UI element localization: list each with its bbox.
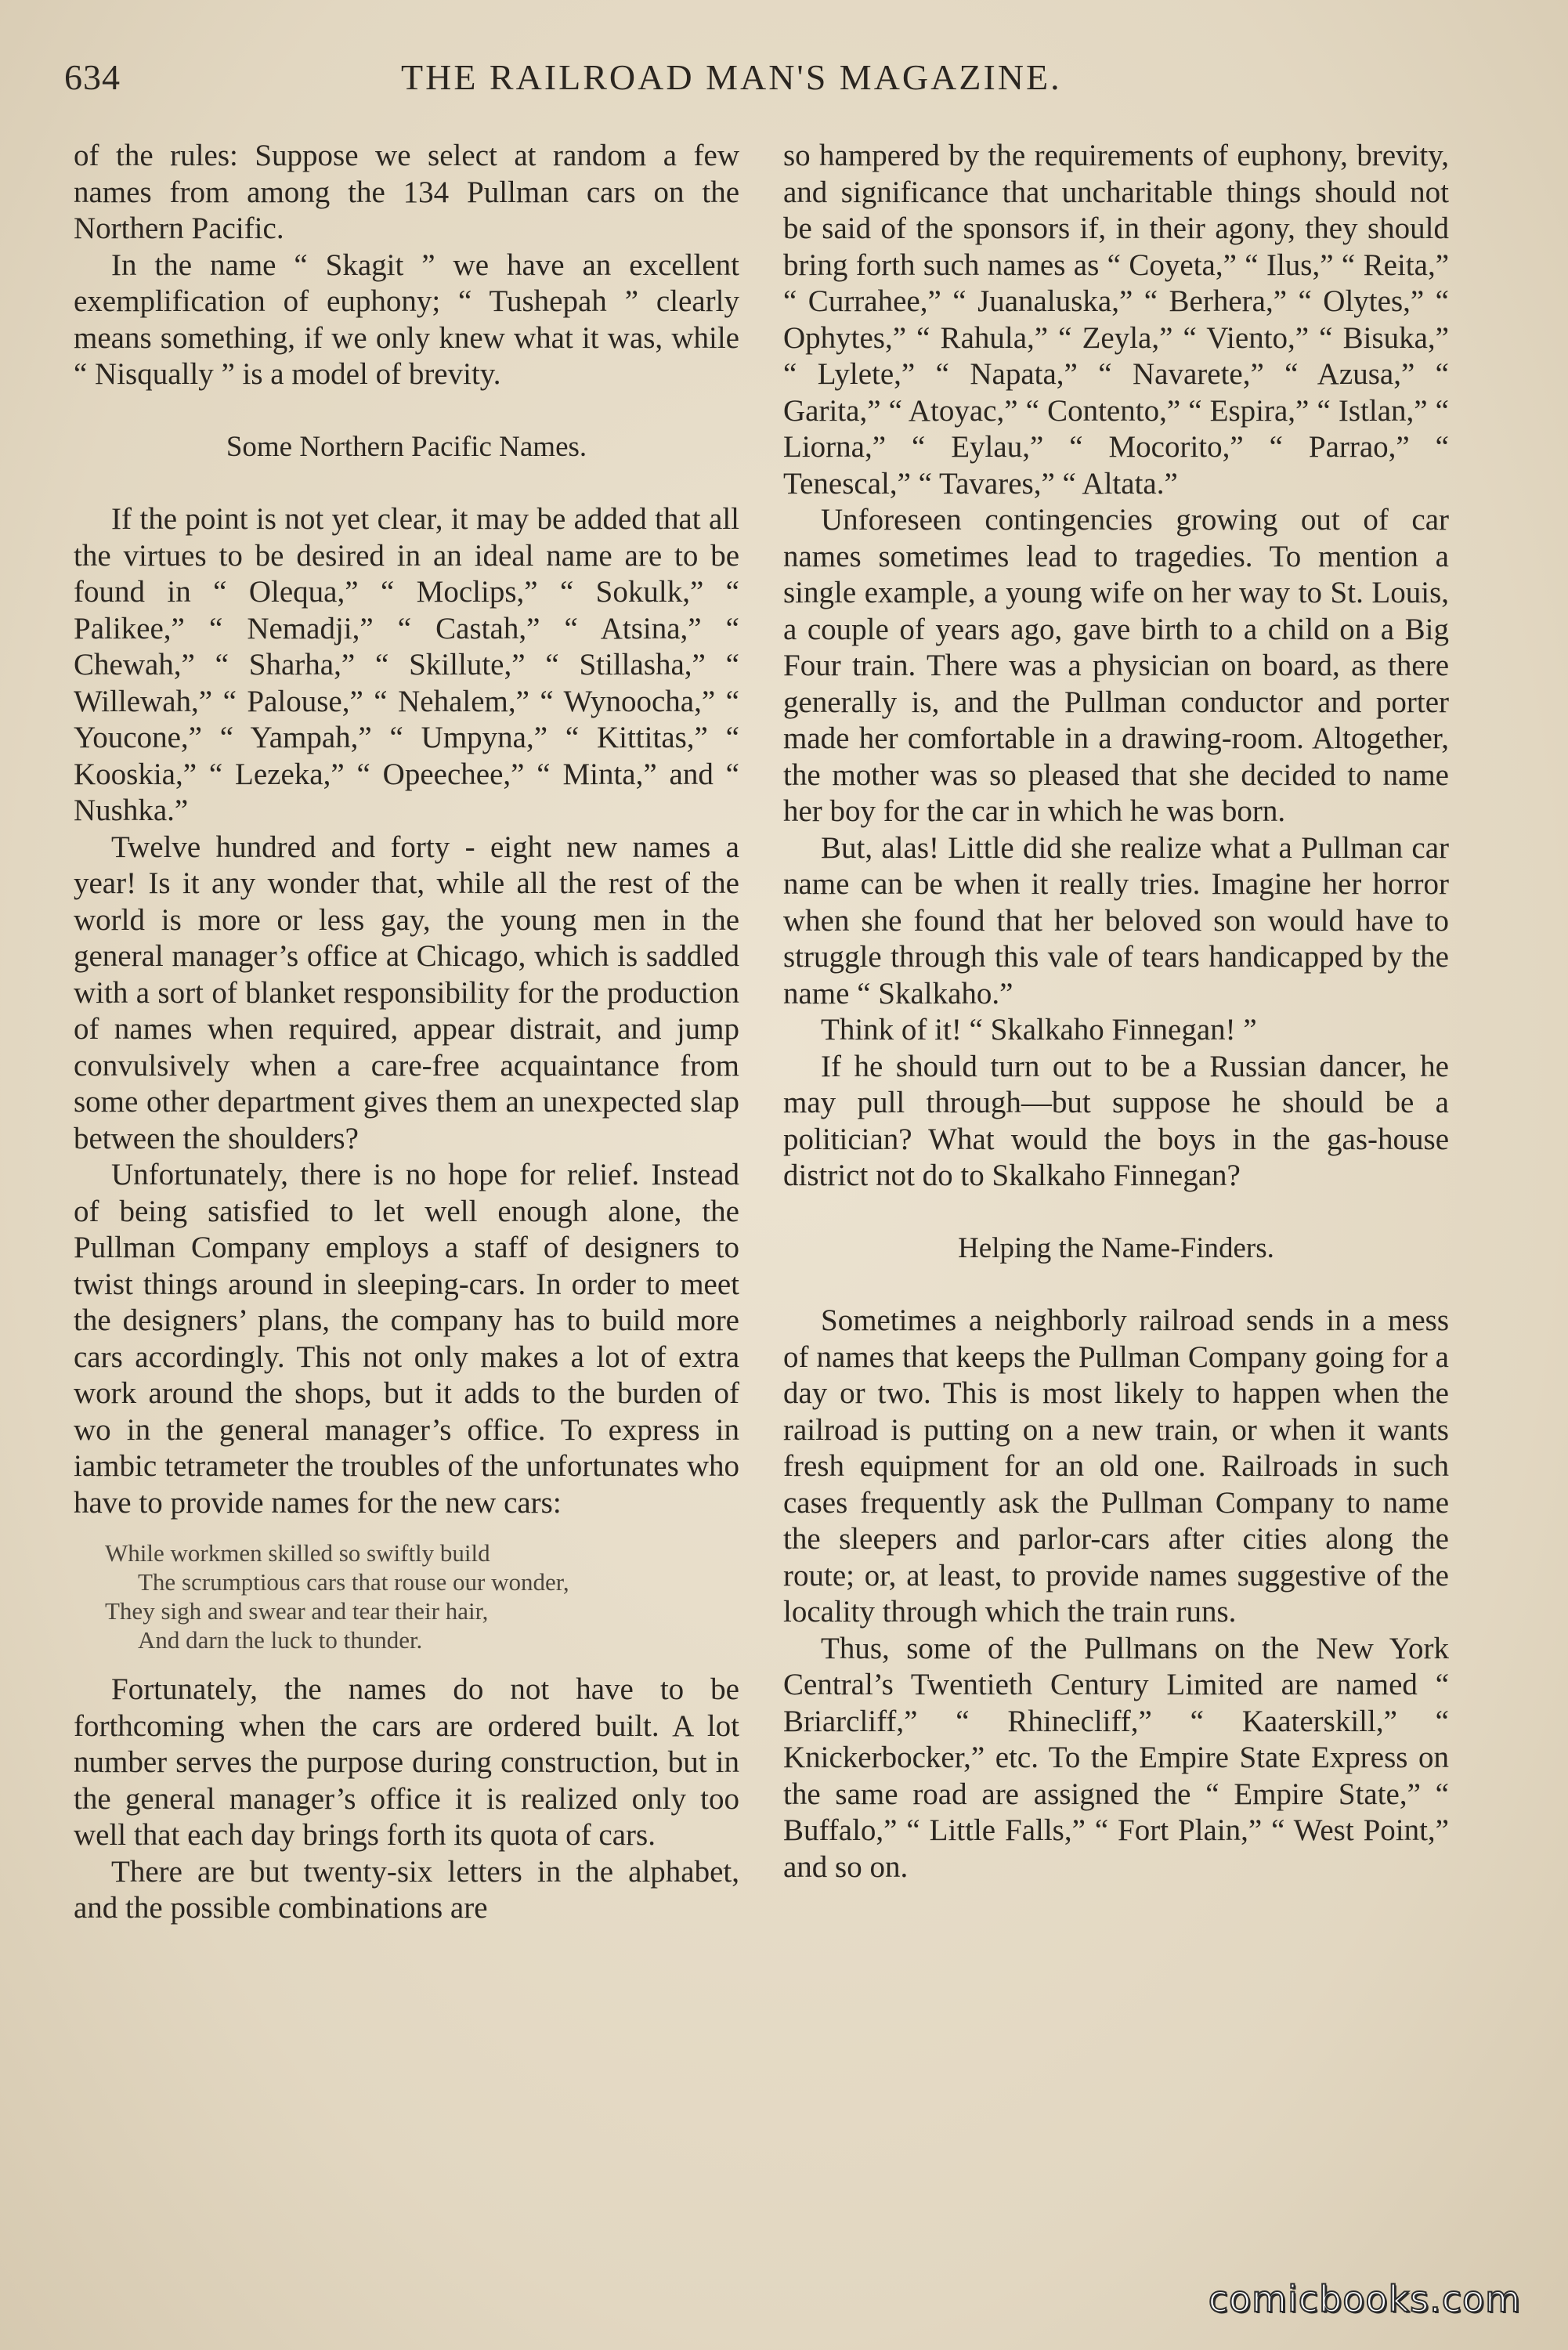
section-heading: Some Northern Pacific Names. <box>226 430 587 463</box>
paragraph: of the rules: Suppose we select at random a few names from among the 134 Pullman cars on the Northern Pacific. <box>74 139 739 245</box>
paragraph: so hampered by the requirements of euphony, brevity, and significance that uncharitable things should not be said of the sponsors if, in their agony, they should bring forth such names as “ Coyeta,” “ Ilus,” “ Reita,” “ Currahee,” “ Juanaluska,” “ Berhera,” “ Olytes,” “ Ophytes,” “ Rahula,” “ Zeyla,” “ Viento,” “ Bisuka,” “ Lylete,” “ Napata,” “ Navarete,” “ Azusa,” “ Garita,” “ Atoyac,” “ Contento,” “ Espira,” “ Istlan,” “ Liorna,” “ Eylau,” “ Mocorito,” “ Parrao,” “ Tenescal,” “ Tavares,” “ Altata.” <box>783 139 1449 501</box>
verse-block <box>105 1538 739 1654</box>
paragraph: Fortunately, the names do not have to be forthcoming when the cars are ordered built. A lot number serves the purpose during construction, but in the general manager’s office it is realized only too well that each day brings forth its quota of cars. <box>74 1672 739 1852</box>
verse-line: The scrumptious cars that rouse our wonder, <box>138 1568 569 1596</box>
paragraph: But, alas! Little did she realize what a Pullman car name can be when it really tries. Imagine her horror when she found that her beloved son would have to struggle through this vale of tears handicapped by the name “ Skalkaho.” <box>783 830 1449 1010</box>
right-column <box>783 138 1449 1885</box>
watermark-text: comicbooks.com <box>1208 2278 1521 2320</box>
paragraph: Unfortunately, there is no hope for relief. Instead of being satisfied to let well enough alone, the Pullman Company employs a staff of designers to twist things around in sleeping-cars. In order to meet the designers’ plans, the company has to build more cars accordingly. This not only makes a lot of extra work around the shops, but it adds to the burden of wo in the general manager’s office. To express in iambic tetrameter the troubles of the unfortunates who have to provide names for the new cars: <box>74 1158 739 1520</box>
paragraph: Twelve hundred and forty - eight new names a year! Is it any wonder that, while all the rest of the world is more or less gay, the young men in the general manager’s office at Chicago, which is saddled with a sort of blanket responsibility for the production of names when required, appear distrait, and jump convulsively when a care-free acquaintance from some other department gives them an unexpected slap between the shoulders? <box>74 830 739 1155</box>
verse-line: While workmen skilled so swiftly build <box>105 1539 490 1567</box>
verse-line: They sigh and swear and tear their hair, <box>105 1597 489 1625</box>
paragraph: If he should turn out to be a Russian dancer, he may pull through—but suppose he should be a politician? What would the boys in the gas-house district not do to Skalkaho Finnegan? <box>783 1049 1449 1192</box>
running-head: THE RAILROAD MAN'S MAGAZINE. <box>401 57 1062 97</box>
left-column <box>74 138 739 1927</box>
section-heading: Helping the Name-Finders. <box>958 1231 1274 1264</box>
paragraph: There are but twenty-six letters in the alphabet, and the possible combinations are <box>74 1854 739 1925</box>
paragraph: Thus, some of the Pullmans on the New York Central’s Twentieth Century Limited are named “ Briarcliff,” “ Rhinecliff,” “ Kaaterskill,” “ Knickerbocker,” etc. To the Empire State Express on the same road are assigned the “ Empire State,” “ Buffalo,” “ Little Falls,” “ Fort Plain,” “ West Point,” and so on. <box>783 1631 1449 1884</box>
page-header <box>64 56 1513 103</box>
paragraph: Think of it! “ Skalkaho Finnegan! ” <box>821 1013 1257 1047</box>
page-number: 634 <box>64 57 121 97</box>
paragraph: In the name “ Skagit ” we have an excellent exemplification of euphony; “ Tushepah ” clearly means something, if we only knew what it was, while “ Nisqually ” is a model of brevity. <box>74 248 739 391</box>
verse-line: And darn the luck to thunder. <box>138 1626 423 1654</box>
paragraph: If the point is not yet clear, it may be added that all the virtues to be desired in an ideal name are to be found in “ Olequa,” “ Moclips,” “ Sokulk,” “ Palikee,” “ Nemadji,” “ Castah,” “ Atsina,” “ Chewah,” “ Sharha,” “ Skillute,” “ Stillasha,” “ Willewah,” “ Palouse,” “ Nehalem,” “ Wynoocha,” “ Youcone,” “ Yampah,” “ Umpyna,” “ Kittitas,” “ Kooskia,” “ Lezeka,” “ Opeechee,” “ Minta,” and “ Nushka.” <box>74 502 739 827</box>
paragraph: Sometimes a neighborly railroad sends in a mess of names that keeps the Pullman Company going for a day or two. This is most likely to happen when the railroad is putting on a new train, or when it wants fresh equipment for an old one. Railroads in such cases frequently ask the Pullman Company to name the sleepers and parlor-cars after cities along the route; or, at least, to provide names suggestive of the locality through which the train runs. <box>783 1303 1449 1629</box>
paragraph: Unforeseen contingencies growing out of car names sometimes lead to tragedies. To mention a single example, a young wife on her way to St. Louis, a couple of years ago, gave birth to a child on a Big Four train. There was a physician on board, as there generally is, and the Pullman conductor and porter made her comfortable in a drawing-room. Altogether, the mother was so pleased that she decided to name her boy for the car in which he was born. <box>783 503 1449 828</box>
